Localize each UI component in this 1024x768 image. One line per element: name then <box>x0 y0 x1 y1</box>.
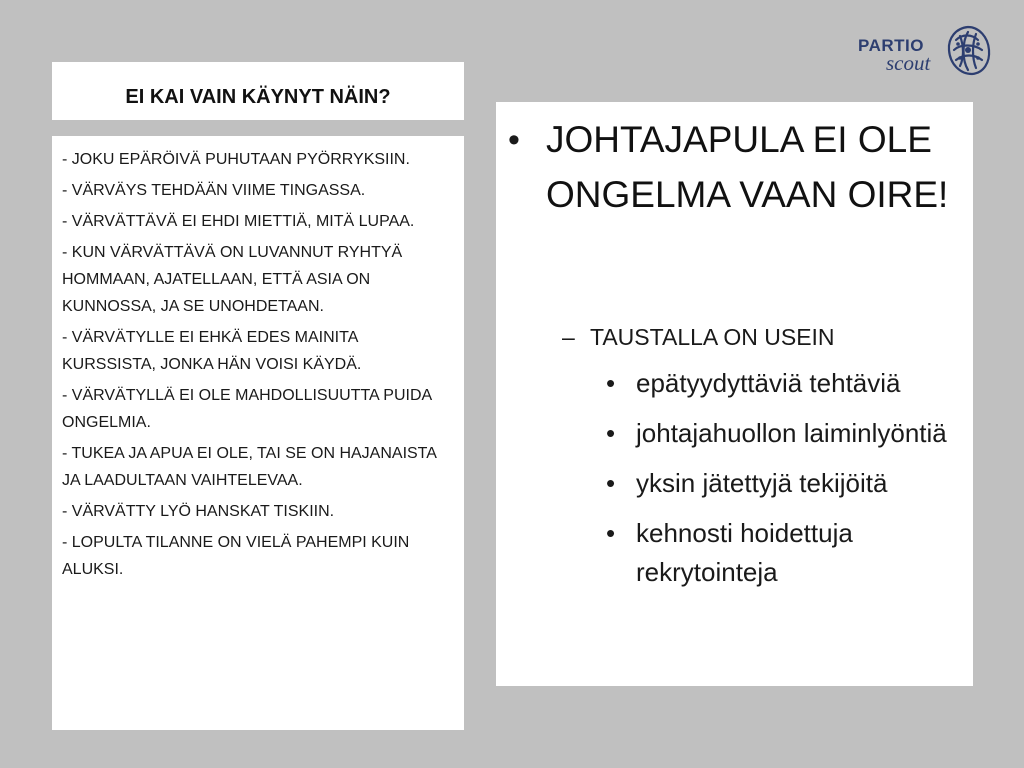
list-item: - JOKU EPÄRÖIVÄ PUHUTAAN PYÖRRYKSIIN. <box>62 151 410 168</box>
list-item: - KUN VÄRVÄTTÄVÄ ON LUVANNUT RYHTYÄ HOMMAAN, AJATELLAAN, ETTÄ ASIA ON KUNNOSSA, JA SE UNOHDETAAN. <box>62 244 403 315</box>
bullet-icon: • <box>606 518 616 548</box>
logo-word-scout: scout <box>886 51 931 75</box>
sub-item-text: yksin jätettyjä tekijöitä <box>636 468 888 498</box>
sub-bullet-point <box>562 320 835 354</box>
bullet-icon: • <box>508 121 520 159</box>
list-item: - TUKEA JA APUA EI OLE, TAI SE ON HAJANAISTA JA LAADULTAAN VAIHTELEVAA. <box>62 445 437 489</box>
right-content-box <box>496 102 973 686</box>
list-item: - VÄRVÄTTÄVÄ EI EHDI MIETTIÄ, MITÄ LUPAA. <box>62 213 415 230</box>
list-item <box>606 514 966 592</box>
partio-scout-logo <box>856 24 996 80</box>
sub-bullet-list <box>606 364 966 603</box>
logo-word-partio: PARTIO <box>858 36 924 55</box>
list-item <box>606 364 966 403</box>
sub-item-text: kehnosti hoidettuja rekrytointeja <box>636 518 853 587</box>
list-item: - VÄRVÄTTY LYÖ HANSKAT TISKIIN. <box>62 503 335 520</box>
slide-title: EI KAI VAIN KÄYNYT NÄIN? <box>125 85 391 108</box>
sub-item-text: epätyydyttäviä tehtäviä <box>636 368 901 398</box>
bullet-icon: • <box>606 368 616 398</box>
list-item <box>606 414 966 453</box>
left-text-box <box>52 136 464 730</box>
list-item: - VÄRVÄTYLLE EI EHKÄ EDES MAINITA KURSSISTA, JONKA HÄN VOISI KÄYDÄ. <box>62 329 362 373</box>
bullet-icon: • <box>606 418 616 448</box>
sub-item-text: johtajahuollon laiminlyöntiä <box>636 418 947 448</box>
main-bullet-point <box>508 112 958 222</box>
left-title-box <box>52 62 464 120</box>
list-item <box>606 464 966 503</box>
list-item: - VÄRVÄTYLLÄ EI OLE MAHDOLLISUUTTA PUIDA ONGELMIA. <box>62 387 432 431</box>
list-item: - LOPULTA TILANNE ON VIELÄ PAHEMPI KUIN ALUKSI. <box>62 534 410 578</box>
dash-icon: – <box>562 324 575 350</box>
sub-bullet-text: TAUSTALLA ON USEIN <box>590 324 835 350</box>
bullet-icon: • <box>606 468 616 498</box>
main-bullet-text: JOHTAJAPULA EI OLE ONGELMA VAAN OIRE! <box>546 119 949 215</box>
list-item: - VÄRVÄYS TEHDÄÄN VIIME TINGASSA. <box>62 182 366 199</box>
scout-emblem-icon <box>942 24 994 78</box>
